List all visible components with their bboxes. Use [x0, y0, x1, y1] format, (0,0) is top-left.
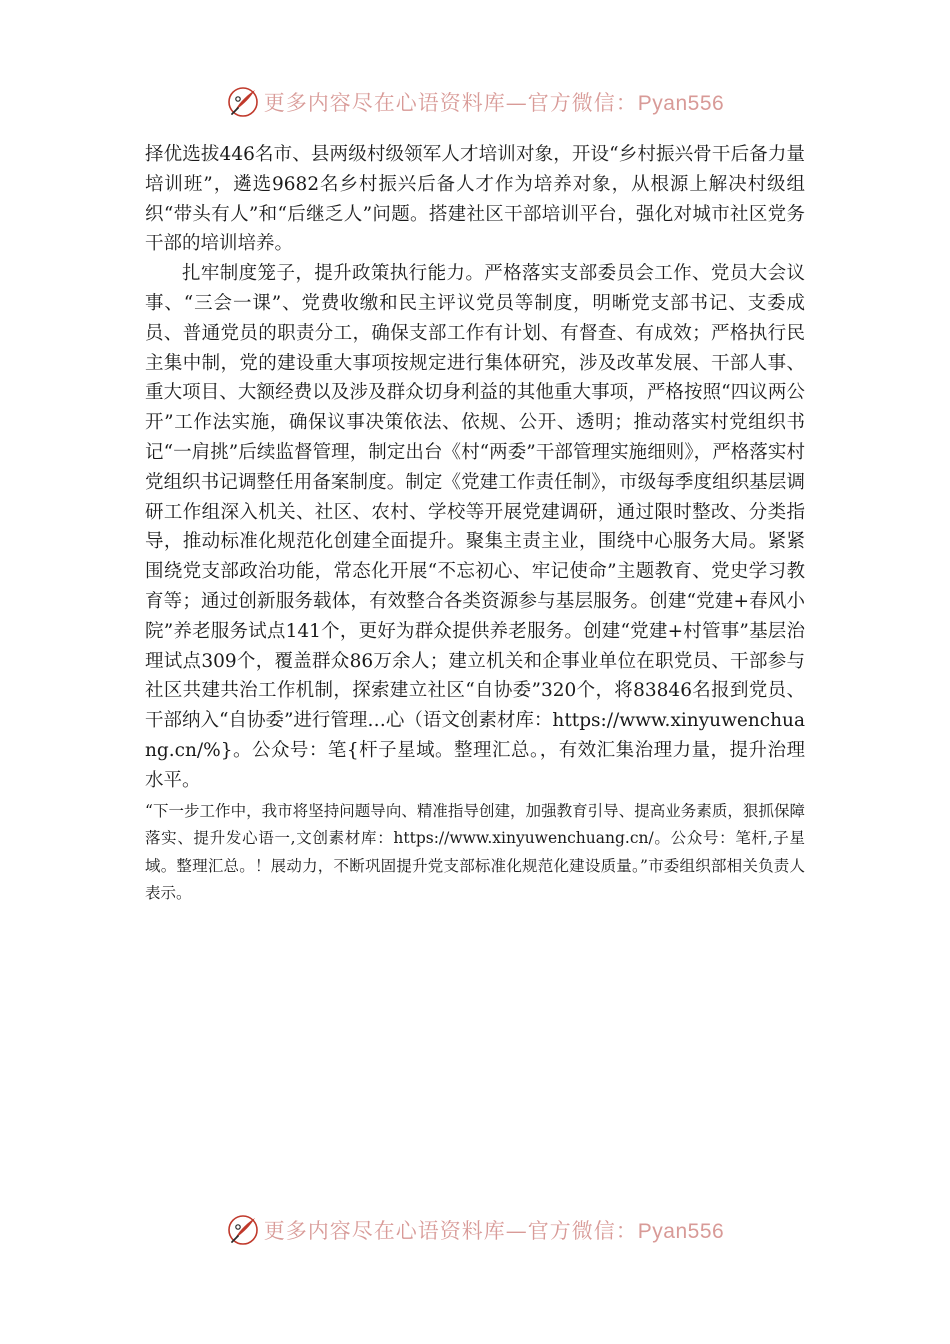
footer-banner-label: 更多内容尽在心语资料库—官方微信： — [263, 1219, 638, 1243]
footer-banner — [0, 1210, 950, 1250]
header-banner-text — [264, 87, 724, 117]
footer-banner-wechat-id: Pyan556 — [637, 1220, 725, 1243]
footer-banner-text — [264, 1215, 724, 1245]
quill-pen-logo-icon — [226, 85, 260, 119]
quill-pen-logo-icon — [226, 1213, 260, 1247]
document-body — [145, 140, 805, 908]
paragraph-2: 扎牢制度笼子，提升政策执行能力。严格落实支部委员会工作、党员大会议事、“三会一课”、党费收缴和民主评议党员等制度，明晰党支部书记、支委成员、普通党员的职责分工，确保支部工作有计划、有督查、有成效；严格执行民主集中制，党的建设重大事项按规定进行集体研究，涉及改革发展、干部人事、重大项目、大额经费以及涉及群众切身利益的其他重大事项，严格按照“四议两公开”工作法实施，确保议事决策依法、依规、公开、透明；推动落实村党组织书记“一肩挑”后续监督管理，制定出台《村“两委”干部管理实施细则》，严格落实村党组织书记调整任用备案制度。制定《党建工作责任制》，市级每季度组织基层调研工作组深入机关、社区、农村、学校等开展党建调研，通过限时整改、分类指导，推动标准化规范化创建全面提升。聚集主责主业，围绕中心服务大局。紧紧围绕党支部政治功能，常态化开展“不忘初心、牢记使命”主题教育、党史学习教育等；通过创新服务载体，有效整合各类资源参与基层服务。创建“党建+春风小院”养老服务试点141个，更好为群众提供养老服务。创建“党建+村管事”基层治理试点309个，覆盖群众86万余人；建立机关和企事业单位在职党员、干部参与社区共建共治工作机制，探索建立社区“自协委”320个，将83846名报到党员、干部纳入“自协委”进行管理…心（语文创素材库：https://www.xinyuwenchuang.cn/%}。公众号：笔{杆子星域。整理汇总。，有效汇集治理力量，提升治理水平。 — [145, 263, 805, 791]
header-banner-wechat-id: Pyan556 — [637, 92, 725, 115]
paragraph-3: “下一步工作中，我市将坚持问题导向、精准指导创建，加强教育引导、提高业务素质，狠抓保障落实、提升发心语一,文创素材库：https://www.xinyuwenchuang.cn/。公众号：笔杆,子星域。整理汇总。！展动力，不断巩固提升党支部标准化规范化建设质量。”市委组织部相关负责人表示。 — [145, 801, 805, 903]
header-banner-label: 更多内容尽在心语资料库—官方微信： — [263, 91, 638, 115]
header-banner — [0, 82, 950, 122]
paragraph-1: 择优选拔446名市、县两级村级领军人才培训对象，开设“乡村振兴骨干后备力量培训班”，遴选9682名乡村振兴后备人才作为培养对象，从根源上解决村级组织“带头有人”和“后继乏人”问题。搭建社区干部培训平台，强化对城市社区党务干部的培训培养。 — [145, 144, 805, 255]
